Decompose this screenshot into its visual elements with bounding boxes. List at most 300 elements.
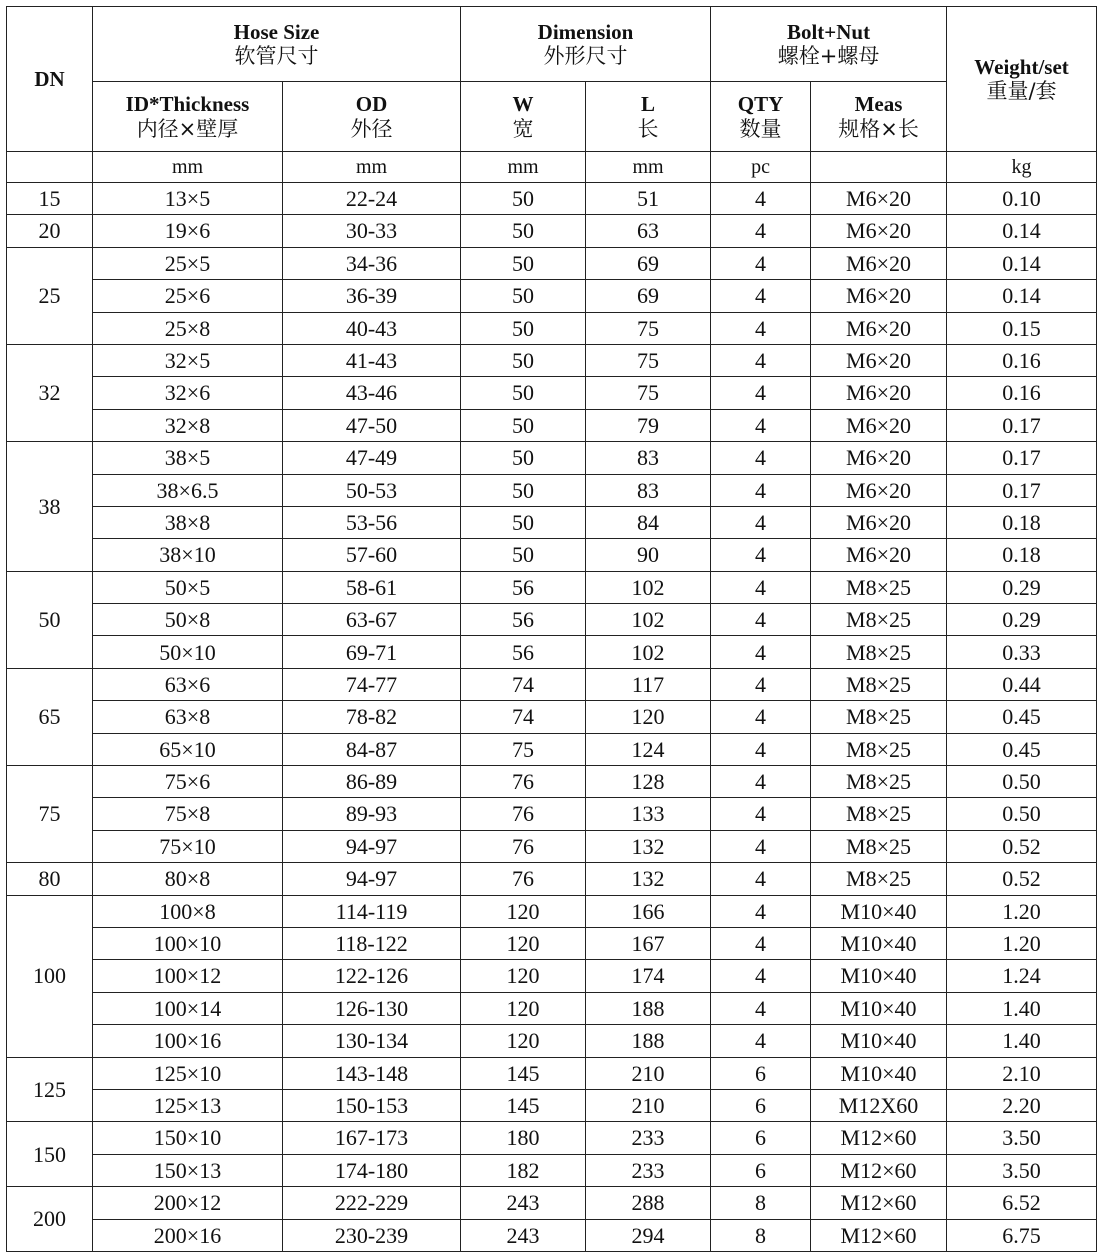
- od-cell: 126-130: [283, 992, 461, 1024]
- table-row: [7, 766, 1097, 798]
- qty-cell: 4: [711, 604, 811, 636]
- qty-cell: 6: [711, 1057, 811, 1089]
- table-row: [7, 960, 1097, 992]
- id-thickness-cell: 200×16: [93, 1219, 283, 1251]
- od-cell: 43-46: [283, 377, 461, 409]
- id-thickness-cell: 38×8: [93, 506, 283, 538]
- weight-cell: 0.16: [947, 344, 1097, 376]
- w-cell: 182: [461, 1154, 586, 1186]
- id-thickness-cell: 75×8: [93, 798, 283, 830]
- od-cell: 94-97: [283, 830, 461, 862]
- w-cell: 76: [461, 798, 586, 830]
- l-cell: 75: [586, 344, 711, 376]
- table-row: [7, 636, 1097, 668]
- table-row: [7, 215, 1097, 247]
- w-cell: 50: [461, 377, 586, 409]
- id-thickness-cell: 125×10: [93, 1057, 283, 1089]
- unit-cell: kg: [947, 152, 1097, 183]
- id-thickness-cell: 80×8: [93, 863, 283, 895]
- id-thickness-cell: 150×13: [93, 1154, 283, 1186]
- weight-cell: 1.40: [947, 1025, 1097, 1057]
- header-w-cn: 宽: [512, 116, 534, 141]
- header-w: [461, 82, 586, 152]
- l-cell: 83: [586, 442, 711, 474]
- id-thickness-cell: 32×6: [93, 377, 283, 409]
- header-hose-size: [93, 7, 461, 82]
- id-thickness-cell: 19×6: [93, 215, 283, 247]
- id-thickness-cell: 50×5: [93, 571, 283, 603]
- w-cell: 75: [461, 733, 586, 765]
- id-thickness-cell: 38×5: [93, 442, 283, 474]
- header-od: [283, 82, 461, 152]
- id-thickness-cell: 50×10: [93, 636, 283, 668]
- unit-cell: [7, 152, 93, 183]
- id-thickness-cell: 32×8: [93, 409, 283, 441]
- header-bolt-nut-en: Bolt+Nut: [786, 19, 871, 44]
- qty-cell: 8: [711, 1219, 811, 1251]
- qty-cell: 4: [711, 506, 811, 538]
- od-cell: 41-43: [283, 344, 461, 376]
- id-thickness-cell: 63×8: [93, 701, 283, 733]
- weight-cell: 6.75: [947, 1219, 1097, 1251]
- table-row: [7, 992, 1097, 1024]
- weight-cell: 0.17: [947, 474, 1097, 506]
- weight-cell: 0.14: [947, 215, 1097, 247]
- header-weight-cn: 重量/套: [986, 79, 1057, 103]
- qty-cell: 4: [711, 733, 811, 765]
- meas-cell: M6×20: [811, 442, 947, 474]
- qty-cell: 6: [711, 1154, 811, 1186]
- meas-cell: M8×25: [811, 863, 947, 895]
- table-row: [7, 895, 1097, 927]
- meas-cell: M8×25: [811, 766, 947, 798]
- weight-cell: 0.14: [947, 247, 1097, 279]
- id-thickness-cell: 100×16: [93, 1025, 283, 1057]
- qty-cell: 4: [711, 409, 811, 441]
- l-cell: 210: [586, 1089, 711, 1121]
- l-cell: 102: [586, 636, 711, 668]
- weight-cell: 1.20: [947, 927, 1097, 959]
- qty-cell: 4: [711, 280, 811, 312]
- meas-cell: M12×60: [811, 1154, 947, 1186]
- weight-cell: 0.33: [947, 636, 1097, 668]
- w-cell: 74: [461, 701, 586, 733]
- dn-cell: 150: [7, 1122, 93, 1187]
- table-row: [7, 701, 1097, 733]
- od-cell: 94-97: [283, 863, 461, 895]
- meas-cell: M6×20: [811, 409, 947, 441]
- w-cell: 50: [461, 247, 586, 279]
- table-row: [7, 1219, 1097, 1251]
- l-cell: 188: [586, 1025, 711, 1057]
- w-cell: 50: [461, 280, 586, 312]
- qty-cell: 4: [711, 636, 811, 668]
- weight-cell: 3.50: [947, 1154, 1097, 1186]
- l-cell: 210: [586, 1057, 711, 1089]
- header-dn: [7, 7, 93, 152]
- meas-cell: M8×25: [811, 798, 947, 830]
- l-cell: 83: [586, 474, 711, 506]
- header-od-en: OD: [355, 92, 388, 117]
- l-cell: 120: [586, 701, 711, 733]
- id-thickness-cell: 100×10: [93, 927, 283, 959]
- table-row: [7, 1025, 1097, 1057]
- table-row: [7, 280, 1097, 312]
- od-cell: 114-119: [283, 895, 461, 927]
- meas-cell: M6×20: [811, 377, 947, 409]
- header-bolt-nut: [711, 7, 947, 82]
- w-cell: 120: [461, 927, 586, 959]
- unit-cell: mm: [93, 152, 283, 183]
- od-cell: 86-89: [283, 766, 461, 798]
- w-cell: 120: [461, 895, 586, 927]
- od-cell: 34-36: [283, 247, 461, 279]
- table-row: [7, 312, 1097, 344]
- w-cell: 120: [461, 992, 586, 1024]
- l-cell: 128: [586, 766, 711, 798]
- w-cell: 50: [461, 506, 586, 538]
- w-cell: 145: [461, 1089, 586, 1121]
- table-row: [7, 798, 1097, 830]
- table-row: [7, 604, 1097, 636]
- dn-cell: 15: [7, 183, 93, 215]
- table-row: [7, 409, 1097, 441]
- l-cell: 233: [586, 1122, 711, 1154]
- l-cell: 69: [586, 280, 711, 312]
- table-row: [7, 1187, 1097, 1219]
- id-thickness-cell: 65×10: [93, 733, 283, 765]
- table-row: [7, 1154, 1097, 1186]
- weight-cell: 0.10: [947, 183, 1097, 215]
- qty-cell: 4: [711, 344, 811, 376]
- table-row: [7, 506, 1097, 538]
- table-row: [7, 571, 1097, 603]
- id-thickness-cell: 32×5: [93, 344, 283, 376]
- meas-cell: M8×25: [811, 571, 947, 603]
- units-row: [7, 152, 1097, 183]
- meas-cell: M10×40: [811, 1057, 947, 1089]
- table-row: [7, 344, 1097, 376]
- l-cell: 294: [586, 1219, 711, 1251]
- id-thickness-cell: 38×6.5: [93, 474, 283, 506]
- header-hose-size-en: Hose Size: [233, 19, 320, 44]
- header-hose-size-cn: 软管尺寸: [234, 44, 319, 68]
- qty-cell: 4: [711, 247, 811, 279]
- l-cell: 174: [586, 960, 711, 992]
- od-cell: 47-50: [283, 409, 461, 441]
- header-od-cn: 外径: [350, 116, 393, 141]
- l-cell: 166: [586, 895, 711, 927]
- meas-cell: M10×40: [811, 927, 947, 959]
- qty-cell: 4: [711, 668, 811, 700]
- header-qty: [711, 82, 811, 152]
- qty-cell: 6: [711, 1122, 811, 1154]
- meas-cell: M12×60: [811, 1219, 947, 1251]
- l-cell: 69: [586, 247, 711, 279]
- dn-cell: 20: [7, 215, 93, 247]
- dn-cell: 75: [7, 766, 93, 863]
- qty-cell: 4: [711, 215, 811, 247]
- specification-table: [6, 6, 1097, 1252]
- qty-cell: 4: [711, 830, 811, 862]
- l-cell: 102: [586, 604, 711, 636]
- w-cell: 76: [461, 766, 586, 798]
- header-meas-en: Meas: [854, 92, 903, 117]
- l-cell: 63: [586, 215, 711, 247]
- header-meas-cn: 规格×长: [838, 116, 919, 141]
- od-cell: 58-61: [283, 571, 461, 603]
- w-cell: 50: [461, 539, 586, 571]
- id-thickness-cell: 150×10: [93, 1122, 283, 1154]
- od-cell: 74-77: [283, 668, 461, 700]
- weight-cell: 0.29: [947, 571, 1097, 603]
- dn-cell: 100: [7, 895, 93, 1057]
- qty-cell: 4: [711, 863, 811, 895]
- id-thickness-cell: 13×5: [93, 183, 283, 215]
- id-thickness-cell: 25×8: [93, 312, 283, 344]
- weight-cell: 0.29: [947, 604, 1097, 636]
- l-cell: 167: [586, 927, 711, 959]
- meas-cell: M6×20: [811, 474, 947, 506]
- qty-cell: 4: [711, 377, 811, 409]
- qty-cell: 4: [711, 992, 811, 1024]
- weight-cell: 1.20: [947, 895, 1097, 927]
- meas-cell: M6×20: [811, 312, 947, 344]
- meas-cell: M6×20: [811, 215, 947, 247]
- qty-cell: 4: [711, 766, 811, 798]
- meas-cell: M8×25: [811, 636, 947, 668]
- weight-cell: 1.24: [947, 960, 1097, 992]
- header-weight-en: Weight/set: [974, 54, 1069, 79]
- header-w-en: W: [512, 92, 534, 117]
- id-thickness-cell: 25×5: [93, 247, 283, 279]
- od-cell: 222-229: [283, 1187, 461, 1219]
- header-dimension: [461, 7, 711, 82]
- weight-cell: 0.50: [947, 798, 1097, 830]
- id-thickness-cell: 200×12: [93, 1187, 283, 1219]
- table-row: [7, 830, 1097, 862]
- dn-cell: 125: [7, 1057, 93, 1122]
- od-cell: 40-43: [283, 312, 461, 344]
- qty-cell: 4: [711, 798, 811, 830]
- qty-cell: 4: [711, 701, 811, 733]
- w-cell: 50: [461, 409, 586, 441]
- weight-cell: 3.50: [947, 1122, 1097, 1154]
- od-cell: 230-239: [283, 1219, 461, 1251]
- weight-cell: 0.16: [947, 377, 1097, 409]
- id-thickness-cell: 63×6: [93, 668, 283, 700]
- id-thickness-cell: 100×8: [93, 895, 283, 927]
- unit-cell: [811, 152, 947, 183]
- table-row: [7, 247, 1097, 279]
- meas-cell: M8×25: [811, 830, 947, 862]
- weight-cell: 0.52: [947, 830, 1097, 862]
- l-cell: 133: [586, 798, 711, 830]
- table-row: [7, 863, 1097, 895]
- qty-cell: 4: [711, 183, 811, 215]
- w-cell: 180: [461, 1122, 586, 1154]
- w-cell: 50: [461, 183, 586, 215]
- meas-cell: M12×60: [811, 1187, 947, 1219]
- meas-cell: M6×20: [811, 344, 947, 376]
- w-cell: 243: [461, 1219, 586, 1251]
- qty-cell: 4: [711, 312, 811, 344]
- weight-cell: 6.52: [947, 1187, 1097, 1219]
- dn-cell: 200: [7, 1187, 93, 1252]
- weight-cell: 0.17: [947, 409, 1097, 441]
- table-row: [7, 927, 1097, 959]
- header-id-thickness-en: ID*Thickness: [125, 92, 250, 117]
- w-cell: 50: [461, 215, 586, 247]
- header-qty-cn: 数量: [739, 116, 782, 141]
- qty-cell: 4: [711, 927, 811, 959]
- l-cell: 102: [586, 571, 711, 603]
- qty-cell: 4: [711, 960, 811, 992]
- weight-cell: 0.50: [947, 766, 1097, 798]
- header-weight: [947, 7, 1097, 152]
- dn-cell: 50: [7, 571, 93, 668]
- meas-cell: M6×20: [811, 506, 947, 538]
- w-cell: 56: [461, 571, 586, 603]
- l-cell: 132: [586, 863, 711, 895]
- od-cell: 84-87: [283, 733, 461, 765]
- w-cell: 50: [461, 312, 586, 344]
- table-row: [7, 1122, 1097, 1154]
- od-cell: 122-126: [283, 960, 461, 992]
- weight-cell: 0.45: [947, 733, 1097, 765]
- l-cell: 188: [586, 992, 711, 1024]
- l-cell: 75: [586, 312, 711, 344]
- weight-cell: 0.45: [947, 701, 1097, 733]
- l-cell: 90: [586, 539, 711, 571]
- header-dimension-en: Dimension: [537, 19, 634, 44]
- qty-cell: 4: [711, 474, 811, 506]
- w-cell: 56: [461, 636, 586, 668]
- meas-cell: M6×20: [811, 539, 947, 571]
- w-cell: 56: [461, 604, 586, 636]
- od-cell: 36-39: [283, 280, 461, 312]
- id-thickness-cell: 25×6: [93, 280, 283, 312]
- meas-cell: M8×25: [811, 604, 947, 636]
- od-cell: 50-53: [283, 474, 461, 506]
- od-cell: 174-180: [283, 1154, 461, 1186]
- weight-cell: 1.40: [947, 992, 1097, 1024]
- table-row: [7, 183, 1097, 215]
- od-cell: 89-93: [283, 798, 461, 830]
- l-cell: 132: [586, 830, 711, 862]
- weight-cell: 2.10: [947, 1057, 1097, 1089]
- l-cell: 51: [586, 183, 711, 215]
- w-cell: 76: [461, 830, 586, 862]
- header-l-en: L: [641, 92, 656, 117]
- qty-cell: 4: [711, 539, 811, 571]
- od-cell: 30-33: [283, 215, 461, 247]
- qty-cell: 8: [711, 1187, 811, 1219]
- qty-cell: 6: [711, 1089, 811, 1121]
- weight-cell: 0.44: [947, 668, 1097, 700]
- table-body: [7, 183, 1097, 1252]
- weight-cell: 2.20: [947, 1089, 1097, 1121]
- od-cell: 78-82: [283, 701, 461, 733]
- weight-cell: 0.18: [947, 506, 1097, 538]
- l-cell: 84: [586, 506, 711, 538]
- id-thickness-cell: 125×13: [93, 1089, 283, 1121]
- weight-cell: 0.52: [947, 863, 1097, 895]
- header-l-cn: 长: [637, 116, 659, 141]
- meas-cell: M6×20: [811, 183, 947, 215]
- meas-cell: M6×20: [811, 247, 947, 279]
- dn-cell: 25: [7, 247, 93, 344]
- od-cell: 130-134: [283, 1025, 461, 1057]
- w-cell: 50: [461, 474, 586, 506]
- dn-cell: 65: [7, 668, 93, 765]
- unit-cell: mm: [461, 152, 586, 183]
- meas-cell: M10×40: [811, 960, 947, 992]
- dn-cell: 38: [7, 442, 93, 572]
- table-row: [7, 377, 1097, 409]
- header-dimension-cn: 外形尺寸: [543, 44, 628, 68]
- w-cell: 243: [461, 1187, 586, 1219]
- od-cell: 150-153: [283, 1089, 461, 1121]
- unit-cell: pc: [711, 152, 811, 183]
- table-row: [7, 474, 1097, 506]
- header-dn-label: DN: [34, 67, 65, 92]
- od-cell: 57-60: [283, 539, 461, 571]
- od-cell: 143-148: [283, 1057, 461, 1089]
- od-cell: 63-67: [283, 604, 461, 636]
- od-cell: 69-71: [283, 636, 461, 668]
- header-id-thickness-cn: 内径×壁厚: [136, 116, 239, 141]
- meas-cell: M12×60: [811, 1122, 947, 1154]
- meas-cell: M8×25: [811, 668, 947, 700]
- od-cell: 22-24: [283, 183, 461, 215]
- header-l: [586, 82, 711, 152]
- meas-cell: M12X60: [811, 1089, 947, 1121]
- id-thickness-cell: 100×14: [93, 992, 283, 1024]
- od-cell: 167-173: [283, 1122, 461, 1154]
- od-cell: 47-49: [283, 442, 461, 474]
- qty-cell: 4: [711, 895, 811, 927]
- unit-cell: mm: [283, 152, 461, 183]
- table-row: [7, 1089, 1097, 1121]
- od-cell: 118-122: [283, 927, 461, 959]
- weight-cell: 0.18: [947, 539, 1097, 571]
- qty-cell: 4: [711, 1025, 811, 1057]
- qty-cell: 4: [711, 571, 811, 603]
- weight-cell: 0.14: [947, 280, 1097, 312]
- table-row: [7, 1057, 1097, 1089]
- id-thickness-cell: 75×6: [93, 766, 283, 798]
- weight-cell: 0.15: [947, 312, 1097, 344]
- w-cell: 120: [461, 960, 586, 992]
- w-cell: 145: [461, 1057, 586, 1089]
- w-cell: 120: [461, 1025, 586, 1057]
- l-cell: 288: [586, 1187, 711, 1219]
- table-row: [7, 733, 1097, 765]
- header-id-thickness: [93, 82, 283, 152]
- header-qty-en: QTY: [737, 92, 784, 117]
- l-cell: 75: [586, 377, 711, 409]
- od-cell: 53-56: [283, 506, 461, 538]
- l-cell: 233: [586, 1154, 711, 1186]
- w-cell: 76: [461, 863, 586, 895]
- dn-cell: 80: [7, 863, 93, 895]
- dn-cell: 32: [7, 344, 93, 441]
- table-row: [7, 442, 1097, 474]
- id-thickness-cell: 50×8: [93, 604, 283, 636]
- table-row: [7, 668, 1097, 700]
- l-cell: 79: [586, 409, 711, 441]
